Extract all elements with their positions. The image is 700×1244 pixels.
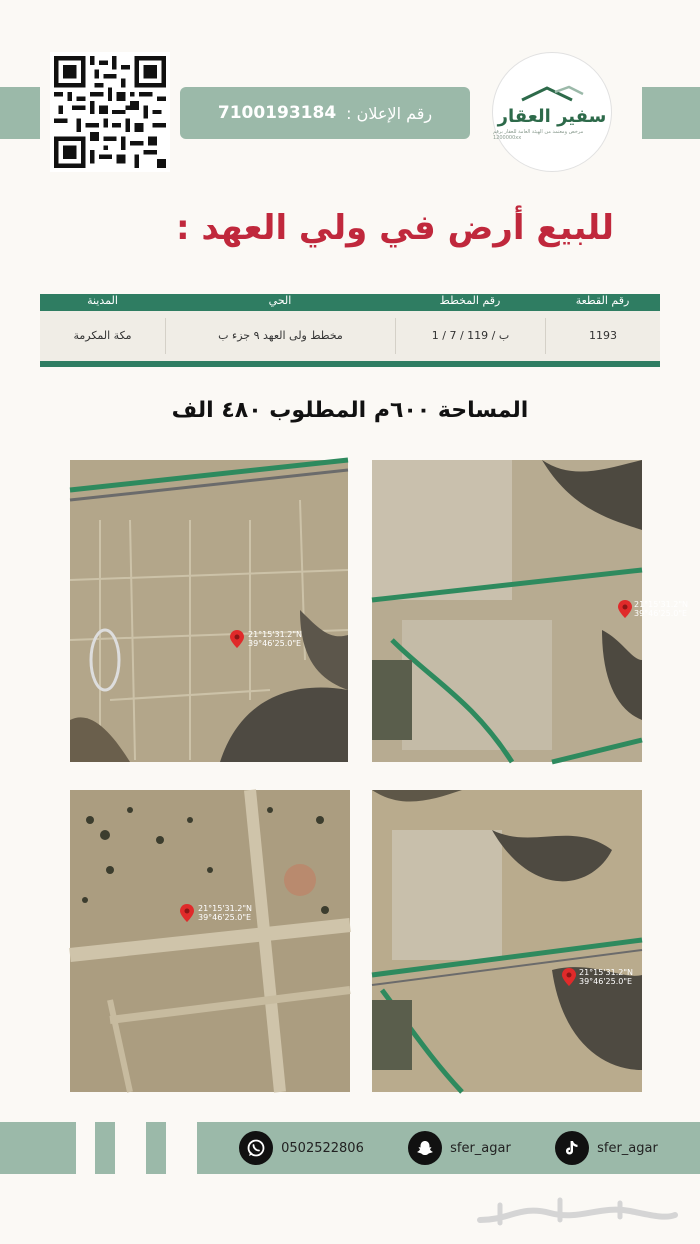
cell-city: مكة المكرمة xyxy=(73,329,132,342)
contact-tiktok[interactable] xyxy=(555,1131,658,1165)
coordinate-longitude: 39°46'25.0"E xyxy=(198,913,252,922)
whatsapp-icon xyxy=(239,1131,273,1165)
brand-name: سفير العقار xyxy=(497,105,607,127)
contact-snapchat[interactable] xyxy=(408,1131,511,1165)
map-pin-icon xyxy=(562,968,576,986)
cell-district: مخطط ولى العهد ٩ جزء ب xyxy=(165,318,395,354)
ad-number-value: 7100193184 xyxy=(217,103,337,123)
map-coordinates xyxy=(579,968,633,986)
satellite-map-4[interactable] xyxy=(372,790,642,1092)
watermark-logo xyxy=(470,1185,680,1235)
ad-number-label: رقم الإعلان : xyxy=(346,103,433,123)
cell-plan-number: 1 / 7 / 119 / ب xyxy=(395,318,545,354)
header-plot-number: رقم القطعة xyxy=(575,294,630,307)
tiktok-handle: sfer_agar xyxy=(597,1140,658,1156)
qr-code-icon[interactable] xyxy=(50,52,170,172)
bottom-bar-1 xyxy=(95,1122,115,1174)
coordinate-longitude: 39°46'25.0"E xyxy=(634,609,688,618)
map-pin-icon xyxy=(230,630,244,648)
snapchat-icon xyxy=(408,1131,442,1165)
property-info-table xyxy=(40,294,660,367)
satellite-map-1[interactable] xyxy=(70,460,348,762)
header-city: المدينة xyxy=(87,294,118,307)
bottom-bar-2 xyxy=(146,1122,166,1174)
satellite-map-2[interactable] xyxy=(372,460,689,762)
contact-whatsapp[interactable] xyxy=(239,1131,364,1165)
top-right-band xyxy=(642,87,700,139)
ad-number-box xyxy=(180,87,470,139)
cell-plot-number: 1193 xyxy=(545,318,660,354)
top-left-band xyxy=(0,87,40,139)
coordinate-latitude: 21°15'31.2"N xyxy=(248,630,303,639)
coordinate-latitude: 21°15'31.2"N xyxy=(198,904,253,913)
header-plan-number: رقم المخطط xyxy=(439,294,501,307)
map-coordinates xyxy=(248,630,302,648)
house-roof-icon xyxy=(517,84,587,104)
satellite-map-3[interactable] xyxy=(70,790,350,1092)
brand-tagline: مرخص ومعتمد من الهيئة العامة للعقار برقم 1200000xx xyxy=(493,128,584,141)
coordinate-latitude: 21°15'31.2"N xyxy=(579,968,634,977)
snapchat-handle: sfer_agar xyxy=(450,1140,511,1156)
contact-bar xyxy=(197,1122,700,1174)
table-row xyxy=(40,311,660,361)
map-pin-icon xyxy=(618,600,632,618)
tiktok-icon xyxy=(555,1131,589,1165)
coordinate-longitude: 39°46'25.0"E xyxy=(579,977,633,986)
map-coordinates xyxy=(198,904,252,922)
header-district: الحي xyxy=(268,294,292,307)
bottom-left-band xyxy=(0,1122,76,1174)
area-price-text: المساحة ٦٠٠م المطلوب ٤٨٠ الف xyxy=(171,398,529,423)
coordinate-latitude: 21°15'31.2"N xyxy=(634,600,689,609)
table-header xyxy=(40,294,660,311)
table-bottom-bar xyxy=(40,361,660,367)
map-coordinates xyxy=(634,600,688,618)
coordinate-longitude: 39°46'25.0"E xyxy=(248,639,302,648)
brand-logo xyxy=(492,52,612,172)
map-pin-icon xyxy=(180,904,194,922)
phone-number: 0502522806 xyxy=(281,1140,364,1156)
page-title: للبيع أرض في ولي العهد : xyxy=(175,208,615,248)
